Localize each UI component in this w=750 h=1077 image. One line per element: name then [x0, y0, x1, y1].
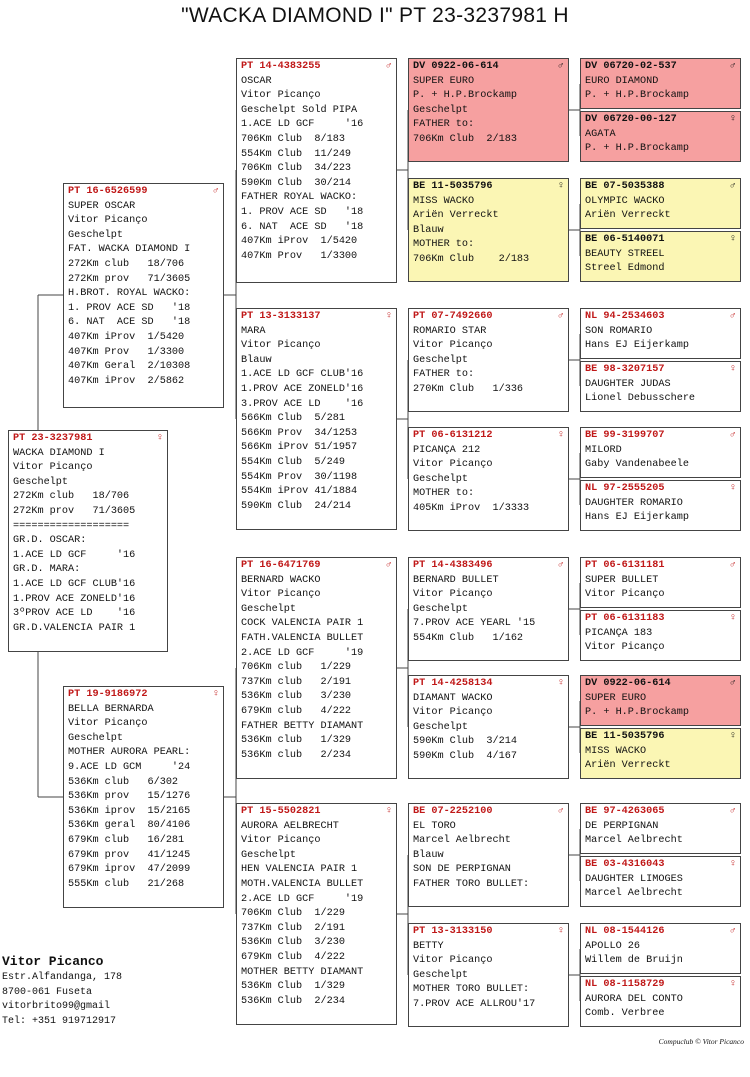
pigeon-name: BERNARD BULLET — [413, 574, 499, 586]
card-line: 679Km club 16/281 — [68, 834, 185, 846]
pedigree-card — [408, 308, 569, 412]
ring-number: DV 0922-06-614 — [413, 61, 499, 72]
card-header — [68, 688, 219, 703]
male-symbol-icon: ♂ — [729, 181, 736, 192]
pedigree-card — [580, 111, 741, 162]
card-header — [241, 559, 392, 574]
card-line: 407Km Prov 1/3300 — [68, 346, 185, 358]
card-line: Blauw — [413, 224, 444, 236]
card-header — [585, 482, 736, 497]
female-symbol-icon: ♀ — [156, 433, 163, 444]
card-line: Blauw — [413, 849, 444, 861]
card-line: 407Km iProv 1/5420 — [241, 236, 358, 248]
card-line: MOTHER to: — [413, 488, 475, 500]
ring-number: NL 94-2534603 — [585, 311, 665, 322]
card-header — [413, 805, 564, 820]
pedigree-card — [236, 803, 397, 1025]
card-line: Vitor Picanço — [585, 642, 665, 654]
card-line: 555Km club 21/268 — [68, 878, 185, 890]
card-line: 1.PROV ACE ZONELD'16 — [241, 383, 364, 395]
card-line: 1. PROV ACE SD '18 — [68, 302, 191, 314]
pigeon-name: BERNARD WACKO — [241, 574, 321, 586]
card-line: 6. NAT ACE SD '18 — [68, 317, 191, 329]
card-line: Vitor Picanço — [68, 215, 148, 227]
card-line: Marcel Aelbrecht — [585, 888, 683, 900]
ring-number: BE 11-5035796 — [413, 181, 493, 192]
owner-line: Tel: +351 919712917 — [2, 1015, 117, 1027]
card-line: 536Km Club 1/329 — [241, 981, 345, 993]
card-line: 554Km Prov 30/1198 — [241, 471, 358, 483]
card-line: Gaby Vandenabeele — [585, 459, 689, 471]
card-line: FATHER to: — [413, 369, 475, 381]
card-line: 272Km prov 71/3605 — [68, 273, 191, 285]
card-line: Marcel Aelbrecht — [413, 835, 511, 847]
card-line: P. + H.P.Brockamp — [585, 143, 689, 155]
ring-number: BE 07-2252100 — [413, 806, 493, 817]
ring-number: NL 08-1544126 — [585, 926, 665, 937]
card-line: 554Km Club 5/249 — [241, 456, 345, 468]
card-line: Geschelpt — [68, 229, 124, 241]
pigeon-name: SON ROMARIO — [585, 325, 653, 337]
pigeon-name: EURO DIAMOND — [585, 75, 659, 87]
card-line: 9.ACE LD GCM '24 — [68, 761, 191, 773]
owner-block — [2, 953, 122, 1029]
male-symbol-icon: ♂ — [729, 430, 736, 441]
card-line: Geschelpt — [241, 603, 297, 615]
card-line: 272Km prov 71/3605 — [13, 505, 136, 517]
card-line: Geschelpt — [413, 354, 469, 366]
card-line: 737Km Club 2/191 — [241, 922, 345, 934]
card-header — [585, 180, 736, 195]
card-header — [585, 978, 736, 993]
card-line: H.BROT. ROYAL WACKO: — [68, 288, 191, 300]
pigeon-name: DIAMANT WACKO — [413, 692, 493, 704]
pedigree-card — [408, 557, 569, 661]
footer-credit: Compuclub © Vitor Picanco — [658, 1037, 744, 1046]
card-header — [585, 612, 736, 627]
male-symbol-icon: ♂ — [385, 560, 392, 571]
card-line: 407Km iProv 1/5420 — [68, 331, 185, 343]
pedigree-card — [580, 178, 741, 229]
pedigree-card — [63, 183, 224, 408]
card-line: Hans EJ Eijerkamp — [585, 340, 689, 352]
ring-number: PT 14-4383255 — [241, 61, 321, 72]
ring-number: DV 0922-06-614 — [585, 678, 671, 689]
card-line: 536Km Club 2/234 — [241, 995, 345, 1007]
pigeon-name: DAUGHTER LIMOGES — [585, 873, 683, 885]
pigeon-name: MISS WACKO — [585, 745, 647, 757]
card-line: Ariën Verreckt — [585, 210, 671, 222]
ring-number: PT 06-6131181 — [585, 560, 665, 571]
card-line: 706Km club 1/229 — [241, 662, 352, 674]
card-line: Vitor Picanço — [241, 589, 321, 601]
female-symbol-icon: ♀ — [557, 181, 564, 192]
female-symbol-icon: ♀ — [729, 979, 736, 990]
card-line: HEN VALENCIA PAIR 1 — [241, 864, 358, 876]
pedigree-card — [580, 557, 741, 608]
owner-line: 8700-061 Fuseta — [2, 986, 93, 998]
ring-number: BE 03-4316043 — [585, 859, 665, 870]
owner-line: vitorbrito99@gmail — [2, 1001, 111, 1012]
owner-line: Estr.Alfandanga, 178 — [2, 972, 123, 983]
ring-number: BE 11-5035796 — [585, 731, 665, 742]
female-symbol-icon: ♀ — [385, 806, 392, 817]
pedigree-card — [408, 58, 569, 162]
pedigree-card — [580, 610, 741, 661]
card-line: 590Km Club 24/214 — [241, 500, 352, 512]
ring-number: BE 99-3199707 — [585, 430, 665, 441]
page-title: "WACKA DIAMOND I" PT 23-3237981 H — [181, 4, 569, 27]
card-line: 2.ACE LD GCF '19 — [241, 647, 364, 659]
card-line: 1.ACE LD GCF '16 — [241, 119, 364, 131]
card-line: MOTH.VALENCIA BULLET — [241, 878, 364, 890]
male-symbol-icon: ♂ — [212, 186, 219, 197]
ring-number: NL 08-1158729 — [585, 979, 665, 990]
pedigree-card — [408, 178, 569, 282]
card-header — [413, 925, 564, 940]
card-header — [585, 233, 736, 248]
card-line: Streel Edmond — [585, 263, 665, 275]
card-line: 407Km Geral 2/10308 — [68, 361, 191, 373]
pigeon-name: DAUGHTER JUDAS — [585, 378, 671, 390]
card-line: Geschelpt — [68, 732, 124, 744]
ring-number: PT 16-6471769 — [241, 560, 321, 571]
card-line: 706Km Club 2/183 — [413, 253, 530, 265]
card-header — [413, 310, 564, 325]
card-line: 1. PROV ACE SD '18 — [241, 206, 364, 218]
ring-number: PT 16-6526599 — [68, 186, 148, 197]
card-line: 3ºPROV ACE LD '16 — [13, 608, 136, 620]
ring-number: BE 97-4263065 — [585, 806, 665, 817]
card-line: GR.D.VALENCIA PAIR 1 — [13, 622, 136, 634]
card-line: 706Km Club 8/183 — [241, 133, 345, 145]
pedigree-card — [580, 728, 741, 779]
card-line: 270Km Club 1/336 — [413, 383, 524, 395]
card-line: GR.D. MARA: — [13, 564, 81, 576]
card-line: Geschelpt — [413, 104, 469, 116]
card-line: Vitor Picanço — [413, 707, 493, 719]
pigeon-name: DE PERPIGNAN — [585, 820, 659, 832]
pigeon-name: SUPER EURO — [585, 692, 647, 704]
female-symbol-icon: ♀ — [385, 311, 392, 322]
card-line: Geschelpt — [413, 473, 469, 485]
card-line: P. + H.P.Brockamp — [413, 90, 517, 102]
card-line: 536Km Club 3/230 — [241, 937, 345, 949]
card-line: Vitor Picanço — [413, 340, 493, 352]
pigeon-name: ROMARIO STAR — [413, 325, 487, 337]
card-line: 566Km iProv 51/1957 — [241, 442, 358, 454]
pedigree-card — [408, 923, 569, 1027]
card-line: 272Km club 18/706 — [68, 258, 185, 270]
card-line: MOTHER TORO BULLET: — [413, 984, 530, 996]
card-line: 536Km club 2/234 — [241, 749, 352, 761]
card-header — [585, 363, 736, 378]
card-line: Geschelpt Sold PIPA — [241, 104, 358, 116]
card-line: MOTHER AURORA PEARL: — [68, 747, 191, 759]
pigeon-name: OLYMPIC WACKO — [585, 195, 665, 207]
card-line: =================== — [13, 520, 130, 532]
card-line: Vitor Picanço — [241, 835, 321, 847]
pigeon-name: AGATA — [585, 128, 616, 140]
pigeon-name: AURORA AELBRECHT — [241, 820, 339, 832]
card-line: Geschelpt — [413, 969, 469, 981]
ring-number: PT 06-6131212 — [413, 430, 493, 441]
male-symbol-icon: ♂ — [557, 311, 564, 322]
card-line: Geschelpt — [413, 603, 469, 615]
male-symbol-icon: ♂ — [729, 311, 736, 322]
card-line: 679Km Club 4/222 — [241, 951, 345, 963]
pigeon-name: OSCAR — [241, 75, 272, 87]
card-line: 706Km Club 34/223 — [241, 163, 352, 175]
card-line: 536Km iprov 15/2165 — [68, 805, 191, 817]
card-line: 536Km club 3/230 — [241, 691, 352, 703]
pedigree-card — [408, 675, 569, 779]
card-line: FATHER TORO BULLET: — [413, 878, 530, 890]
male-symbol-icon: ♂ — [729, 678, 736, 689]
ring-number: NL 97-2555205 — [585, 483, 665, 494]
card-line: 536Km geral 80/4106 — [68, 820, 191, 832]
pedigree-card — [580, 427, 741, 478]
card-line: FATH.VALENCIA BULLET — [241, 632, 364, 644]
card-line: Ariën Verreckt — [585, 760, 671, 772]
card-header — [241, 60, 392, 75]
card-line: 706Km Club 1/229 — [241, 908, 345, 920]
pigeon-name: PICANÇA 212 — [413, 444, 481, 456]
card-line: Vitor Picanço — [13, 462, 93, 474]
male-symbol-icon: ♂ — [729, 806, 736, 817]
card-header — [585, 429, 736, 444]
card-line: 2.ACE LD GCF '19 — [241, 893, 364, 905]
pigeon-name: EL TORO — [413, 820, 456, 832]
owner-name: Vitor Picanco — [2, 954, 104, 969]
card-line: Vitor Picanço — [241, 340, 321, 352]
female-symbol-icon: ♀ — [557, 678, 564, 689]
ring-number: PT 14-4258134 — [413, 678, 493, 689]
card-line: Lionel Debusschere — [585, 393, 696, 405]
pedigree-card — [408, 427, 569, 531]
female-symbol-icon: ♀ — [557, 430, 564, 441]
card-line: 737Km club 2/191 — [241, 676, 352, 688]
pedigree-card — [580, 923, 741, 974]
card-line: Willem de Bruijn — [585, 955, 683, 967]
ring-number: PT 14-4383496 — [413, 560, 493, 571]
pigeon-name: SUPER OSCAR — [68, 200, 136, 212]
pigeon-name: BELLA BERNARDA — [68, 703, 154, 715]
female-symbol-icon: ♀ — [557, 926, 564, 937]
card-line: 1.ACE LD GCF CLUB'16 — [13, 578, 136, 590]
pedigree-card — [580, 58, 741, 109]
pedigree-card — [580, 308, 741, 359]
card-line: Ariën Verreckt — [413, 210, 499, 222]
card-line: 407Km iProv 2/5862 — [68, 375, 185, 387]
card-line: 405Km iProv 1/3333 — [413, 502, 530, 514]
ring-number: PT 13-3133137 — [241, 311, 321, 322]
male-symbol-icon: ♂ — [729, 560, 736, 571]
pedigree-card — [580, 803, 741, 854]
card-line: 566Km Club 5/281 — [241, 413, 345, 425]
pedigree-card — [236, 58, 397, 283]
card-line: 1.ACE LD GCF '16 — [13, 549, 136, 561]
male-symbol-icon: ♂ — [557, 560, 564, 571]
female-symbol-icon: ♀ — [729, 234, 736, 245]
card-line: 554Km Club 11/249 — [241, 148, 352, 160]
card-line: 272Km club 18/706 — [13, 491, 130, 503]
card-line: 536Km prov 15/1276 — [68, 791, 191, 803]
card-header — [68, 185, 219, 200]
card-line: 679Km club 4/222 — [241, 705, 352, 717]
card-line: GR.D. OSCAR: — [13, 535, 87, 547]
pigeon-name: SUPER EURO — [413, 75, 475, 87]
pigeon-name: SUPER BULLET — [585, 574, 659, 586]
card-line: 7.PROV ACE YEARL '15 — [413, 618, 536, 630]
card-header — [413, 677, 564, 692]
pigeon-name: MILORD — [585, 444, 622, 456]
ring-number: BE 98-3207157 — [585, 364, 665, 375]
card-line: COCK VALENCIA PAIR 1 — [241, 618, 364, 630]
pigeon-name: APOLLO 26 — [585, 940, 641, 952]
card-line: 407Km Prov 1/3300 — [241, 250, 358, 262]
pedigree-card — [8, 430, 168, 652]
card-header — [585, 310, 736, 325]
card-line: 536Km club 6/302 — [68, 776, 179, 788]
card-line: Vitor Picanço — [413, 955, 493, 967]
ring-number: PT 06-6131183 — [585, 613, 665, 624]
card-line: MOTHER to: — [413, 239, 475, 251]
card-line: Marcel Aelbrecht — [585, 835, 683, 847]
card-line: FATHER BETTY DIAMANT — [241, 720, 364, 732]
card-line: 3.PROV ACE LD '16 — [241, 398, 364, 410]
pigeon-name: DAUGHTER ROMARIO — [585, 497, 683, 509]
pigeon-name: AURORA DEL CONTO — [585, 993, 683, 1005]
female-symbol-icon: ♀ — [729, 364, 736, 375]
ring-number: DV 06720-02-537 — [585, 61, 677, 72]
card-line: Blauw — [241, 354, 272, 366]
pedigree-card — [580, 856, 741, 907]
card-line: Geschelpt — [413, 721, 469, 733]
pedigree-card — [580, 976, 741, 1027]
pedigree-card — [580, 361, 741, 412]
ring-number: BE 07-5035388 — [585, 181, 665, 192]
card-header — [585, 925, 736, 940]
pedigree-card — [580, 231, 741, 282]
card-line: FATHER to: — [413, 119, 475, 131]
card-header — [413, 60, 564, 75]
female-symbol-icon: ♀ — [729, 731, 736, 742]
pedigree-card — [63, 686, 224, 908]
male-symbol-icon: ♂ — [385, 61, 392, 72]
card-line: 6. NAT ACE SD '18 — [241, 221, 364, 233]
female-symbol-icon: ♀ — [729, 613, 736, 624]
card-line: 706Km Club 2/183 — [413, 133, 517, 145]
pigeon-name: MARA — [241, 325, 266, 337]
card-header — [413, 180, 564, 195]
card-line: Vitor Picanço — [413, 589, 493, 601]
card-header — [13, 432, 163, 447]
card-line: 590Km Club 4/167 — [413, 750, 517, 762]
card-line: 679Km prov 41/1245 — [68, 849, 191, 861]
pedigree-card — [236, 308, 397, 530]
card-header — [585, 858, 736, 873]
male-symbol-icon: ♂ — [729, 61, 736, 72]
card-line: Hans EJ Eijerkamp — [585, 512, 689, 524]
card-header — [413, 429, 564, 444]
male-symbol-icon: ♂ — [557, 61, 564, 72]
card-line: P. + H.P.Brockamp — [585, 707, 689, 719]
pedigree-card — [580, 675, 741, 726]
card-line: Geschelpt — [241, 849, 297, 861]
pigeon-name: PICANÇA 183 — [585, 627, 653, 639]
card-line: P. + H.P.Brockamp — [585, 90, 689, 102]
ring-number: PT 19-9186972 — [68, 689, 148, 700]
card-header — [241, 805, 392, 820]
card-line: 1.ACE LD GCF CLUB'16 — [241, 369, 364, 381]
ring-number: BE 06-5140071 — [585, 234, 665, 245]
card-line: 554Km Club 1/162 — [413, 632, 524, 644]
card-line: MOTHER BETTY DIAMANT — [241, 966, 364, 978]
card-line: FATHER ROYAL WACKO: — [241, 192, 358, 204]
card-line: 566Km Prov 34/1253 — [241, 427, 358, 439]
card-line: FAT. WACKA DIAMOND I — [68, 244, 191, 256]
ring-number: PT 15-5502821 — [241, 806, 321, 817]
card-line: Vitor Picanço — [413, 459, 493, 471]
ring-number: DV 06720-00-127 — [585, 114, 677, 125]
card-header — [585, 805, 736, 820]
pigeon-name: BETTY — [413, 940, 444, 952]
card-line: 7.PROV ACE ALLROU'17 — [413, 998, 536, 1010]
card-header — [585, 559, 736, 574]
card-header — [413, 559, 564, 574]
card-header — [585, 113, 736, 128]
male-symbol-icon: ♂ — [557, 806, 564, 817]
pigeon-name: WACKA DIAMOND I — [13, 447, 105, 459]
card-line: 590Km Club 30/214 — [241, 177, 352, 189]
ring-number: PT 23-3237981 — [13, 433, 93, 444]
card-header — [241, 310, 392, 325]
pedigree-card — [236, 557, 397, 779]
female-symbol-icon: ♀ — [729, 483, 736, 494]
card-line: 554Km iProv 41/1884 — [241, 486, 358, 498]
female-symbol-icon: ♀ — [212, 689, 219, 700]
female-symbol-icon: ♀ — [729, 114, 736, 125]
ring-number: PT 07-7492660 — [413, 311, 493, 322]
card-line: Geschelpt — [13, 476, 69, 488]
card-header — [585, 60, 736, 75]
female-symbol-icon: ♀ — [729, 859, 736, 870]
card-line: 536Km club 1/329 — [241, 735, 352, 747]
pedigree-card — [580, 480, 741, 531]
card-header — [585, 677, 736, 692]
card-line: Comb. Verbree — [585, 1008, 665, 1020]
pigeon-name: BEAUTY STREEL — [585, 248, 665, 260]
pigeon-name: MISS WACKO — [413, 195, 475, 207]
card-line: Vitor Picanço — [241, 90, 321, 102]
pedigree-card — [408, 803, 569, 907]
card-header — [585, 730, 736, 745]
card-line: Vitor Picanço — [585, 589, 665, 601]
card-line: SON DE PERPIGNAN — [413, 864, 511, 876]
male-symbol-icon: ♂ — [729, 926, 736, 937]
card-line: 679Km iprov 47/2099 — [68, 864, 191, 876]
card-line: 1.PROV ACE ZONELD'16 — [13, 593, 136, 605]
ring-number: PT 13-3133150 — [413, 926, 493, 937]
card-line: 590Km Club 3/214 — [413, 736, 517, 748]
card-line: Vitor Picanço — [68, 718, 148, 730]
